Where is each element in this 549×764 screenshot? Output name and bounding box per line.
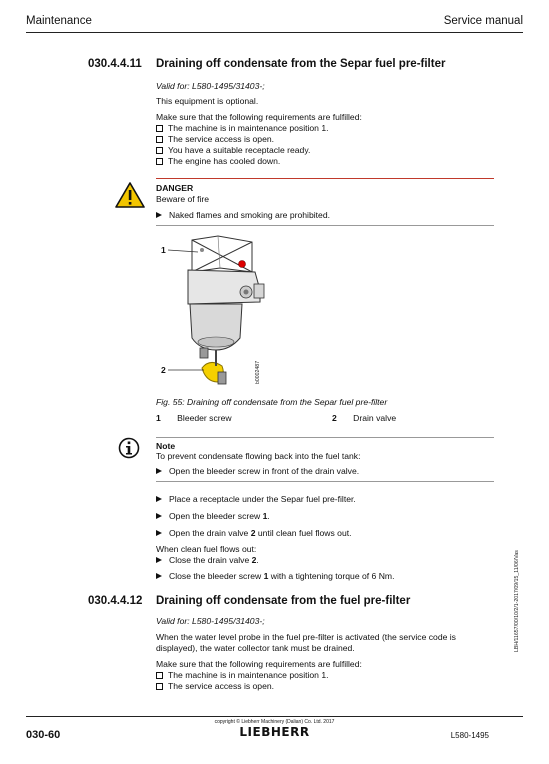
- info-icon: [118, 437, 140, 459]
- note-text: To prevent condensate flowing back into the fuel tank:: [156, 451, 361, 461]
- figure-side-code: b0002487: [255, 360, 261, 384]
- note-bottom-rule: [156, 481, 494, 482]
- copyright-text: copyright © Liebherr Machinery (Dalian) Co. Ltd. 2017: [214, 719, 335, 725]
- requirement-item: The service access is open.: [156, 134, 274, 145]
- arrow-icon: [156, 513, 162, 519]
- danger-rule: [156, 178, 494, 179]
- side-document-code: LBH/11657/00/10/2/1-2017/09/15_11/06/Vas: [514, 550, 520, 652]
- liebherr-logo: LIEBHERR: [239, 725, 310, 739]
- danger-heading: DANGER: [156, 183, 194, 193]
- header-rule: [26, 32, 523, 33]
- note-heading: Note: [156, 441, 176, 451]
- paragraph-line: When the water level probe in the fuel pre-filter is activated (the service code is: [156, 632, 456, 642]
- page-number: 030-60: [26, 729, 61, 741]
- valid-for: Valid for: L580-1495/31403-;: [156, 616, 265, 626]
- danger-action: Naked flames and smoking are prohibited.: [156, 210, 330, 221]
- figure-caption: Fig. 55: Draining off condensate from the Separ fuel pre-filter: [156, 397, 388, 407]
- step-item: Close the bleeder screw 1 with a tightening torque of 6 Nm.: [156, 571, 394, 582]
- valid-for: Valid for: L580-1495/31403-;: [156, 81, 265, 91]
- step-item: Close the drain valve 2.: [156, 555, 259, 566]
- requirements-intro: Make sure that the following requirements are fulfilled:: [156, 659, 362, 669]
- step-item: Open the bleeder screw 1.: [156, 511, 270, 522]
- separ-filter-figure: [160, 230, 270, 392]
- note-rule: [156, 437, 494, 438]
- figure-callout-1: 1: [161, 245, 166, 255]
- checkbox-icon: [156, 683, 163, 690]
- requirement-item: The engine has cooled down.: [156, 156, 280, 167]
- step-item: Place a receptacle under the Separ fuel pre-filter.: [156, 494, 356, 505]
- figure-callout-2: 2: [161, 365, 166, 375]
- optional-note: This equipment is optional.: [156, 96, 259, 106]
- danger-text: Beware of fire: [156, 194, 210, 204]
- arrow-icon: [156, 530, 162, 536]
- legend-item: 2 Drain valve: [332, 413, 397, 423]
- section-number: 030.4.4.11: [88, 58, 142, 70]
- checkbox-icon: [156, 672, 163, 679]
- footer-rule: [26, 716, 523, 717]
- arrow-icon: [156, 212, 162, 218]
- requirement-item: The service access is open.: [156, 681, 274, 692]
- requirement-item: The machine is in maintenance position 1.: [156, 123, 329, 134]
- danger-bottom-rule: [156, 225, 494, 226]
- model-number: L580-1495: [450, 731, 489, 740]
- requirements-intro: Make sure that the following requirements are fulfilled:: [156, 112, 362, 122]
- section-title: Draining off condensate from the Separ fuel pre-filter: [156, 58, 446, 70]
- step-item: Open the drain valve 2 until clean fuel flows out.: [156, 528, 352, 539]
- when-clean-text: When clean fuel flows out:: [156, 544, 257, 554]
- header-right: Service manual: [443, 15, 523, 27]
- header-left: Maintenance: [26, 15, 92, 27]
- arrow-icon: [156, 468, 162, 474]
- checkbox-icon: [156, 136, 163, 143]
- section-number: 030.4.4.12: [88, 595, 143, 607]
- checkbox-icon: [156, 125, 163, 132]
- requirement-item: The machine is in maintenance position 1.: [156, 670, 329, 681]
- arrow-icon: [156, 557, 162, 563]
- section-title: Draining off condensate from the fuel pre-filter: [156, 595, 411, 607]
- checkbox-icon: [156, 158, 163, 165]
- checkbox-icon: [156, 147, 163, 154]
- requirement-item: You have a suitable receptacle ready.: [156, 145, 310, 156]
- warning-triangle-icon: [114, 181, 146, 209]
- note-action: Open the bleeder screw in front of the drain valve.: [156, 466, 359, 477]
- paragraph-line: displayed), the water collector tank must be drained.: [156, 643, 355, 653]
- arrow-icon: [156, 496, 162, 502]
- arrow-icon: [156, 573, 162, 579]
- legend-item: 1 Bleeder screw: [156, 413, 232, 423]
